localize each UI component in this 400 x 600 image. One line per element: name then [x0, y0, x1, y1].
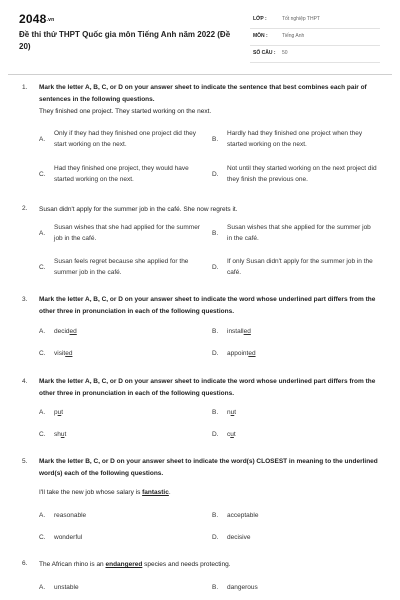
option-text: cut	[227, 431, 236, 438]
option-letter: B.	[212, 409, 219, 416]
option-letter: C.	[39, 534, 46, 541]
option-text: Only if they had they finished one project did they start working on the next.	[54, 130, 197, 148]
option-letter: A.	[39, 409, 46, 416]
option-letter: A.	[39, 584, 46, 591]
option-letter: D.	[212, 171, 219, 178]
option-a[interactable]	[39, 407, 199, 419]
page-header	[0, 0, 400, 70]
option-letter: D.	[212, 534, 219, 541]
question-prompt: Mark the letter A, B, C, or D on your answer sheet to indicate the word whose underlined part differs from the other three in pronunciation in each of the following questions.	[39, 296, 376, 315]
option-a[interactable]	[39, 222, 209, 246]
option-letter: A.	[39, 512, 46, 519]
question-number: 3.	[22, 296, 28, 303]
question-number: 1.	[22, 84, 28, 91]
option-b[interactable]	[212, 407, 372, 419]
option-letter: B.	[212, 230, 219, 237]
question-prompt: Mark the letter B, C, or D on your answer sheet to indicate the word(s) CLOSEST in meaning to the underlined word(s) each of the following questions.	[39, 458, 378, 477]
option-letter: C.	[39, 171, 46, 178]
question-stem: I'll take the new job whose salary is fantastic.	[39, 489, 171, 496]
option-letter: B.	[212, 512, 219, 519]
option-text: If only Susan didn't apply for the summer job in the café.	[227, 258, 373, 276]
option-b[interactable]	[212, 582, 372, 594]
question-stem: The African rhino is an endangered species and needs protecting.	[39, 561, 231, 568]
site-logo[interactable]: 2048.vn	[19, 12, 55, 26]
header-divider	[8, 74, 392, 75]
option-c[interactable]	[39, 163, 209, 187]
option-b[interactable]	[212, 326, 372, 338]
option-letter: A.	[39, 136, 46, 143]
option-letter: C.	[39, 264, 46, 271]
option-text: Hardly had they finished one project when they started working on the next.	[227, 130, 363, 148]
exam-title: Đề thi thử THPT Quốc gia môn Tiếng Anh năm 2022 (Đề 20)	[19, 30, 231, 51]
question-stem: Susan didn't apply for the summer job in the café. She now regrets it.	[39, 206, 238, 213]
question-number: 2.	[22, 205, 28, 212]
option-c[interactable]	[39, 429, 199, 441]
option-c[interactable]	[39, 348, 199, 360]
meta-value: 50	[282, 50, 288, 56]
option-text: nut	[227, 409, 237, 416]
option-text: installed	[227, 328, 251, 335]
option-text: reasonable	[54, 512, 87, 519]
option-text: acceptable	[227, 512, 259, 519]
option-d[interactable]	[212, 532, 372, 544]
option-text: visited	[54, 350, 73, 357]
question-stem: They finished one project. They started working on the next.	[39, 108, 212, 115]
meta-row-subject	[250, 29, 380, 46]
meta-key: MÔN :	[253, 33, 268, 39]
option-text: Had they finished one project, they would have started working on the next.	[54, 165, 189, 183]
option-a[interactable]	[39, 582, 199, 594]
option-d[interactable]	[212, 256, 387, 280]
option-c[interactable]	[39, 532, 199, 544]
option-d[interactable]	[212, 348, 372, 360]
option-text: decisive	[227, 534, 251, 541]
option-letter: B.	[212, 136, 219, 143]
option-letter: B.	[212, 584, 219, 591]
meta-key: SỐ CÂU :	[253, 50, 276, 56]
option-text: wonderful	[54, 534, 83, 541]
question-number: 5.	[22, 458, 28, 465]
option-a[interactable]	[39, 128, 209, 152]
key-word: endangered	[105, 561, 143, 568]
question-number: 6.	[22, 560, 28, 567]
option-text: Susan feels regret because she applied for the summer job in the café.	[54, 258, 189, 276]
option-letter: D.	[212, 350, 219, 357]
meta-value[interactable]: Tiếng Anh	[282, 33, 305, 39]
question-number: 4.	[22, 378, 28, 385]
option-letter: C.	[39, 431, 46, 438]
meta-row-count	[250, 46, 380, 63]
option-text: Not until they started working on the next project did they finish the previous one.	[227, 165, 377, 183]
question-prompt: Mark the letter A, B, C, or D on your answer sheet to indicate the sentence that best combines each pair of sentences in the following questions.	[39, 84, 367, 103]
option-text: Susan wishes that she had applied for the summer job in the café.	[54, 224, 200, 242]
option-text: unstable	[54, 584, 79, 591]
option-letter: D.	[212, 264, 219, 271]
option-b[interactable]	[212, 510, 372, 522]
option-letter: A.	[39, 328, 46, 335]
option-letter: D.	[212, 431, 219, 438]
option-letter: C.	[39, 350, 46, 357]
meta-value[interactable]: Tốt nghiệp THPT	[282, 16, 320, 22]
option-b[interactable]	[212, 128, 387, 152]
meta-row-class	[250, 12, 380, 29]
question-prompt: Mark the letter A, B, C, or D on your answer sheet to indicate the word whose underlined part differs from the other three in pronunciation in each of the following questions.	[39, 378, 376, 397]
option-a[interactable]	[39, 326, 199, 338]
option-b[interactable]	[212, 222, 387, 246]
option-a[interactable]	[39, 510, 199, 522]
option-d[interactable]	[212, 163, 387, 187]
option-text: shut	[54, 431, 67, 438]
option-letter: B.	[212, 328, 219, 335]
option-d[interactable]	[212, 429, 372, 441]
meta-key: LỚP :	[253, 16, 267, 22]
option-text: decided	[54, 328, 77, 335]
option-letter: A.	[39, 230, 46, 237]
key-word: fantastic	[142, 489, 169, 496]
option-text: put	[54, 409, 64, 416]
option-text: Susan wishes that she applied for the summer job in the café.	[227, 224, 371, 242]
option-text: appointed	[227, 350, 256, 357]
option-c[interactable]	[39, 256, 209, 280]
option-text: dangerous	[227, 584, 258, 591]
